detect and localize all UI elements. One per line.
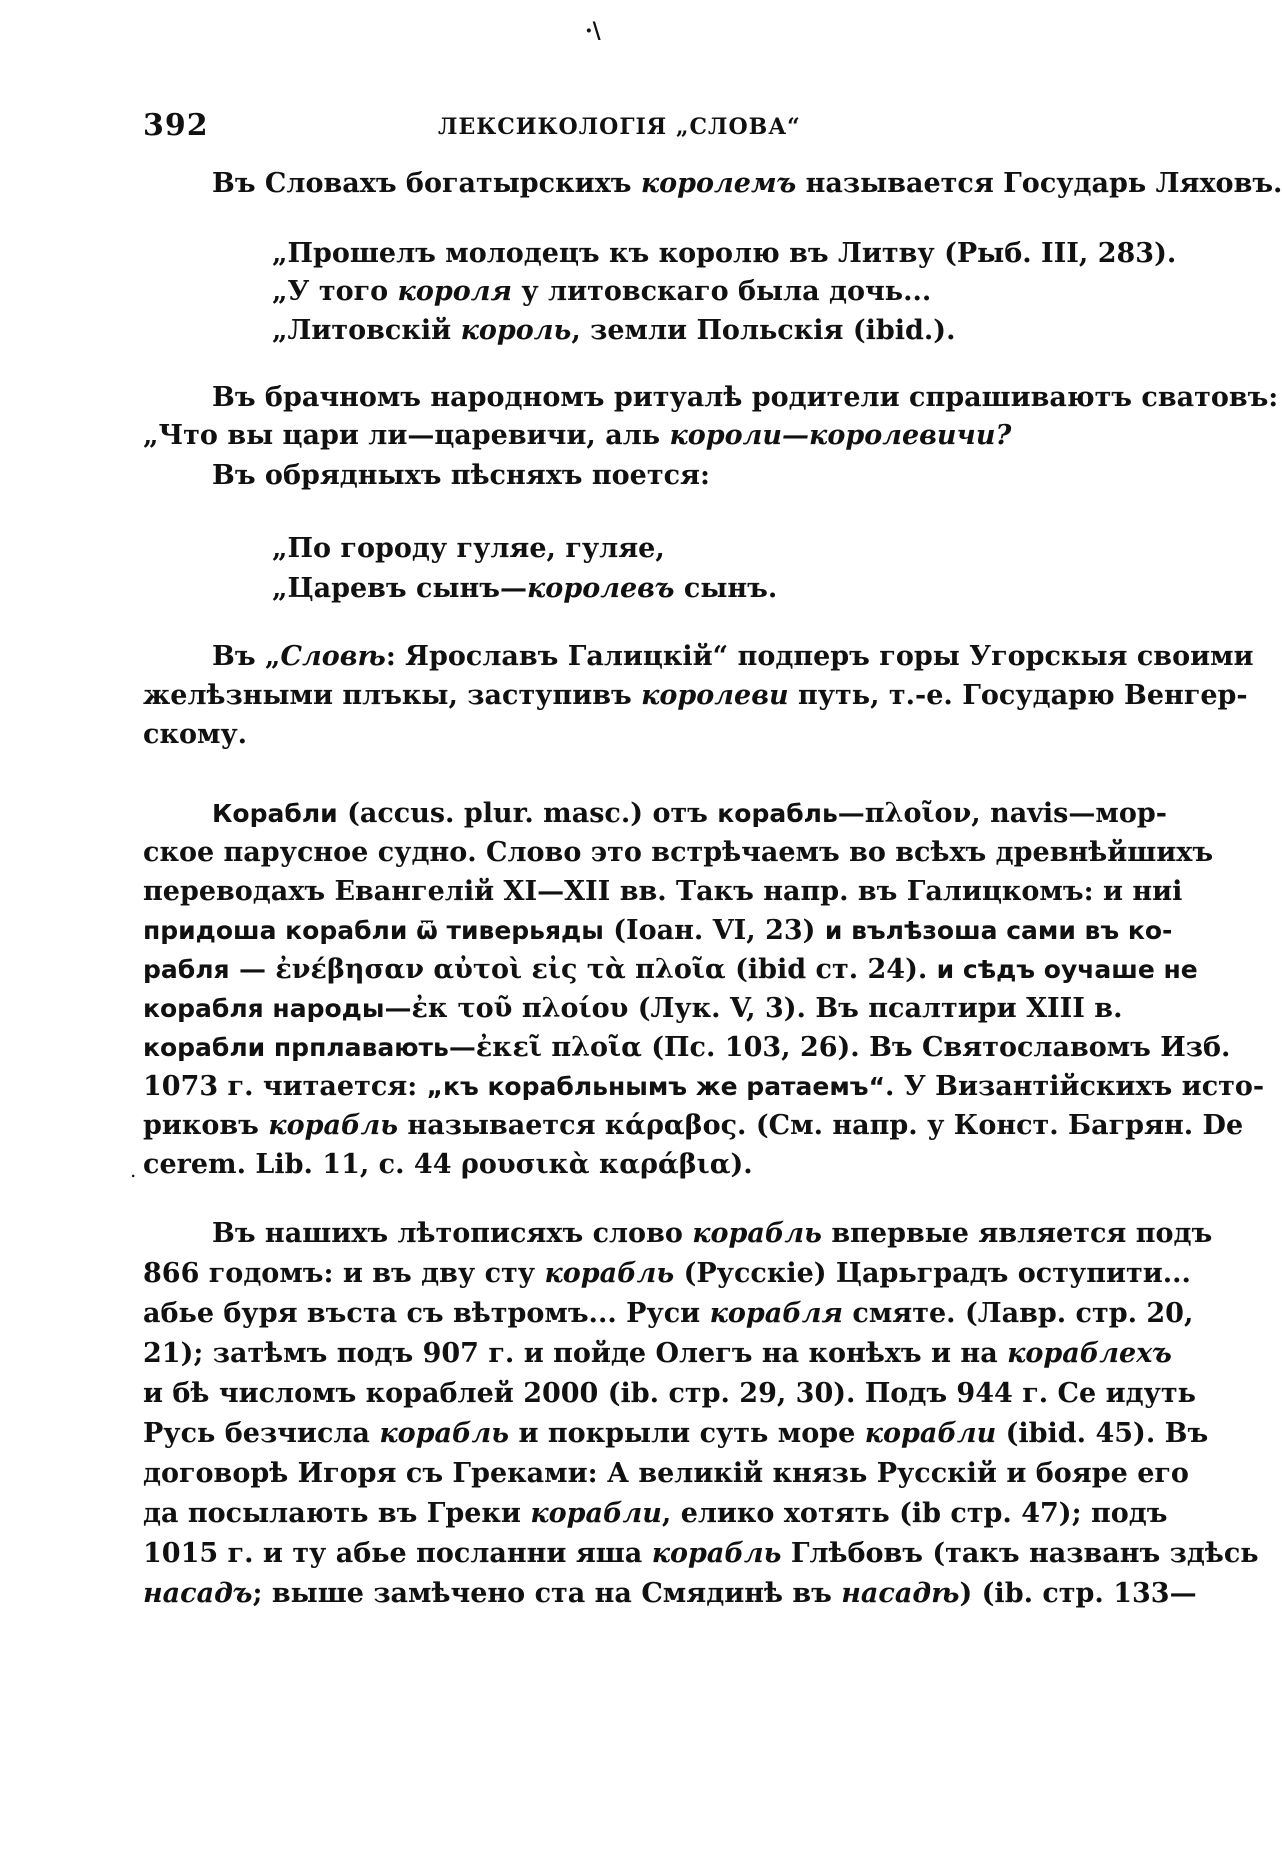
- ink-speck: .: [130, 1158, 137, 1182]
- text-line: насадъ; выше замѣчено ста на Смядинѣ въ насадѣ) (ib. стр. 133—: [143, 1578, 1197, 1609]
- text-line: 1073 г. читается: „къ корабльнымъ же ратаемъ“. У Византійскихъ исто-: [143, 1071, 1265, 1102]
- quote-line: „Царевъ сынъ—королевъ сынъ.: [272, 573, 778, 604]
- text-line: риковъ корабль называется κάραβος. (См. напр. у Конст. Багрян. De: [143, 1110, 1244, 1141]
- text-line: переводахъ Евангелій XI—XII вв. Такъ напр. въ Галицкомъ: и ниі: [143, 876, 1183, 907]
- page-header: [143, 108, 1043, 148]
- page-number: 392: [143, 108, 209, 143]
- text-line: Въ „Словѣ: Ярославъ Галицкій“ подперъ горы Угорскыя своими: [212, 641, 1254, 672]
- text-line: абье буря въста съ вѣтромъ... Руси корабля смяте. (Лавр. стр. 20,: [143, 1298, 1194, 1329]
- text-line: придоша корабли ѿ тиверьяды (Іоан. VI, 23) и вълѣзоша сами въ ко-: [143, 915, 1173, 946]
- text-line: Корабли (accus. plur. masc.) отъ корабль—πλοῖον, navis—мор-: [212, 798, 1167, 829]
- text-line: скому.: [143, 719, 248, 750]
- text-line: Въ брачномъ народномъ ритуалѣ родители спрашиваютъ сватовъ:: [212, 382, 1279, 413]
- text-line: cerem. Lib. 11, с. 44 ρουσικὰ καράβια).: [143, 1149, 753, 1180]
- text-line: договорѣ Игоря съ Греками: А великій князь Русскій и бояре его: [143, 1458, 1189, 1489]
- text-line: 1015 г. и ту абье посланни яша корабль Глѣбовъ (такъ названъ здѣсь: [143, 1538, 1259, 1569]
- text-line: „Что вы цари ли—царевичи, аль короли—королевичи?: [143, 420, 1012, 451]
- text-line: Въ нашихъ лѣтописяхъ слово корабль впервые является подъ: [212, 1218, 1213, 1249]
- text-line: Въ Словахъ богатырскихъ королемъ называется Государь Ляховъ.: [212, 168, 1282, 199]
- running-title: ЛЕКСИКОЛОГІЯ „СЛОВА“: [438, 114, 801, 140]
- text-line: корабли прплавають—ἐκεῖ πλοῖα (Пс. 103, 26). Въ Святославомъ Изб.: [143, 1032, 1231, 1063]
- text-line: ское парусное судно. Слово это встрѣчаемъ во всѣхъ древнѣйшихъ: [143, 837, 1214, 868]
- text-line: Русь безчисла корабль и покрыли суть море корабли (ibid. 45). Въ: [143, 1418, 1209, 1449]
- text-line: корабля народы—ἐκ τοῦ πλοίου (Лук. V, 3). Въ псалтири XIII в.: [143, 993, 1123, 1024]
- text-line: 866 годомъ: и въ дву сту корабль (Русскіе) Царьградъ оступити...: [143, 1258, 1191, 1289]
- top-mark: ·\: [585, 18, 601, 44]
- quote-line: „Прошелъ молодецъ къ королю въ Литву (Рыб. III, 283).: [272, 238, 1177, 269]
- text-line: 21); затѣмъ подъ 907 г. и пойде Олегъ на конѣхъ и на кораблехъ: [143, 1338, 1172, 1369]
- quote-line: „Литовскій король, земли Польскія (ibid.).: [272, 315, 956, 346]
- text-line: Въ обрядныхъ пѣсняхъ поется:: [212, 460, 710, 491]
- quote-line: „У того короля у литовскаго была дочь...: [272, 276, 932, 307]
- quote-line: „По городу гуляе, гуляе,: [272, 533, 665, 564]
- text-line: и бѣ числомъ кораблей 2000 (ib. стр. 29, 30). Подъ 944 г. Се идуть: [143, 1378, 1196, 1409]
- text-line: желѣзными плъкы, заступивъ королеви путь, т.-е. Государю Венгер-: [143, 680, 1248, 711]
- text-line: рабля — ἐνέβησαν αὐτοὶ εἰς τὰ πλοῖα (ibid ст. 24). и сѣдъ оучаше не: [143, 954, 1198, 985]
- text-line: да посылають въ Греки корабли, елико хотять (ib стр. 47); подъ: [143, 1498, 1168, 1529]
